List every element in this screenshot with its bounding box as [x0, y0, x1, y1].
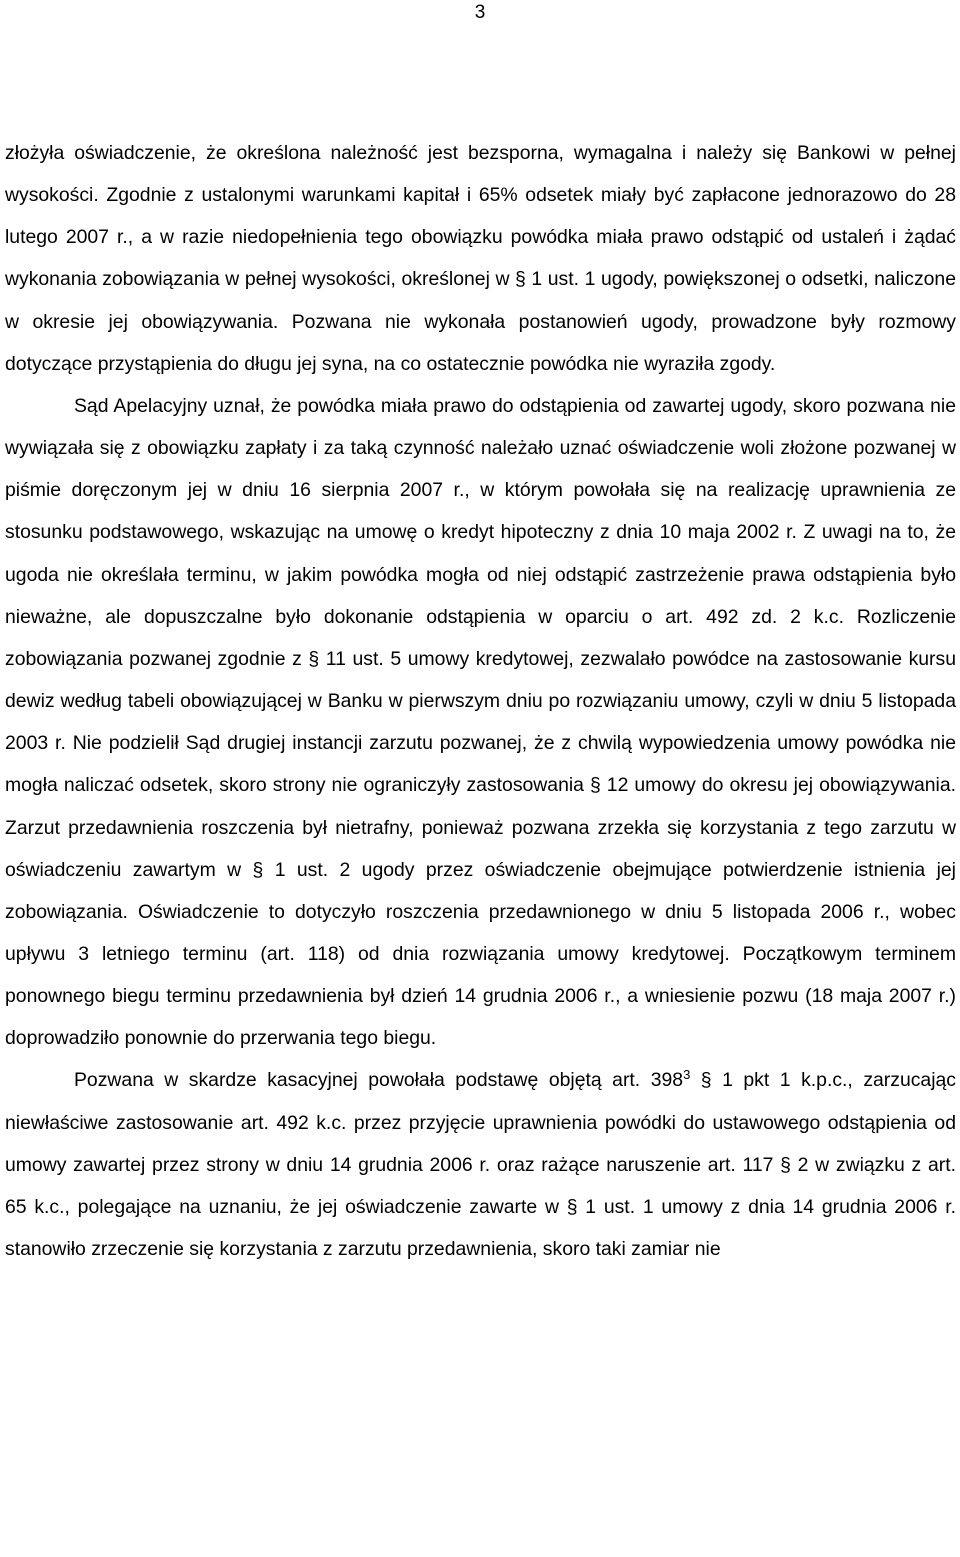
article-superscript: 3	[683, 1067, 691, 1083]
paragraph-cassation-appeal	[5, 1059, 956, 1270]
page-number: 3	[474, 2, 486, 23]
document-body	[5, 132, 956, 1270]
paragraph-court-findings: Sąd Apelacyjny uznał, że powódka miała prawo do odstąpienia od zawartej ugody, skoro pozwana nie wywiązała się z obowiązku zapłaty i za taką czynność należało uznać oświadczenie woli złożone pozwanej w piśmie doręczonym jej w dniu 16 sierpnia 2007 r., w którym powołała się na realizację uprawnienia ze stosunku podstawowego, wskazując na umowę o kredyt hipoteczny z dnia 10 maja 2002 r. Z uwagi na to, że ugoda nie określała terminu, w jakim powódka mogła od niej odstąpić zastrzeżenie prawa odstąpienia było nieważne, ale dopuszczalne było dokonanie odstąpienia w oparciu o art. 492 zd. 2 k.c. Rozliczenie zobowiązania pozwanej zgodnie z § 11 ust. 5 umowy kredytowej, zezwalało powódce na zastosowanie kursu dewiz według tabeli obowiązującej w Banku w pierwszym dniu po rozwiązaniu umowy, czyli w dniu 5 listopada 2003 r. Nie podzielił Sąd drugiej instancji zarzutu pozwanej, że z chwilą wypowiedzenia umowy powódka nie mogła naliczać odsetek, skoro strony nie ograniczyły zastosowania § 12 umowy do okresu jej obowiązywania. Zarzut przedawnienia roszczenia był nietrafny, ponieważ pozwana zrzekła się korzystania z tego zarzutu w oświadczeniu zawartym w § 1 ust. 2 ugody przez oświadczenie obejmujące potwierdzenie istnienia jej zobowiązania. Oświadczenie to dotyczyło roszczenia przedawnionego w dniu 5 listopada 2006 r., wobec upływu 3 letniego terminu (art. 118) od dnia rozwiązania umowy kredytowej. Początkowym terminem ponownego biegu terminu przedawnienia był dzień 14 grudnia 2006 r., a wniesienie pozwu (18 maja 2007 r.) doprowadziło ponownie do przerwania tego biegu.	[5, 394, 956, 1050]
cassation-text-start: Pozwana w skardze kasacyjnej powołała podstawę objętą art. 398	[74, 1069, 684, 1092]
paragraph-continuation: złożyła oświadczenie, że określona należność jest bezsporna, wymagalna i należy się Bankowi w pełnej wysokości. Zgodnie z ustalonymi warunkami kapitał i 65% odsetek miały być zapłacone jednorazowo do 28 lutego 2007 r., a w razie niedopełnienia tego obowiązku powódka miała prawo odstąpić od ustaleń i żądać wykonania zobowiązania w pełnej wysokości, określonej w § 1 ust. 1 ugody, powiększonej o odsetki, naliczone w okresie jej obowiązywania. Pozwana nie wykonała postanowień ugody, prowadzone były rozmowy dotyczące przystąpienia do długu jej syna, na co ostatecznie powódka nie wyraziła zgody.	[5, 142, 956, 375]
cassation-text-rest: § 1 pkt 1 k.p.c., zarzucając niewłaściwe zastosowanie art. 492 k.c. przez przyjęcie uprawnienia powódki do ustawowego odstąpienia od umowy zawartej przez strony w dniu 14 grudnia 2006 r. oraz rażące naruszenie art. 117 § 2 w związku z art. 65 k.c., polegające na uznaniu, że jej oświadczenie zawarte w § 1 ust. 1 umowy z dnia 14 grudnia 2006 r. stanowiło zrzeczenie się korzystania z zarzutu przedawnienia, skoro taki zamiar nie	[5, 1069, 956, 1261]
